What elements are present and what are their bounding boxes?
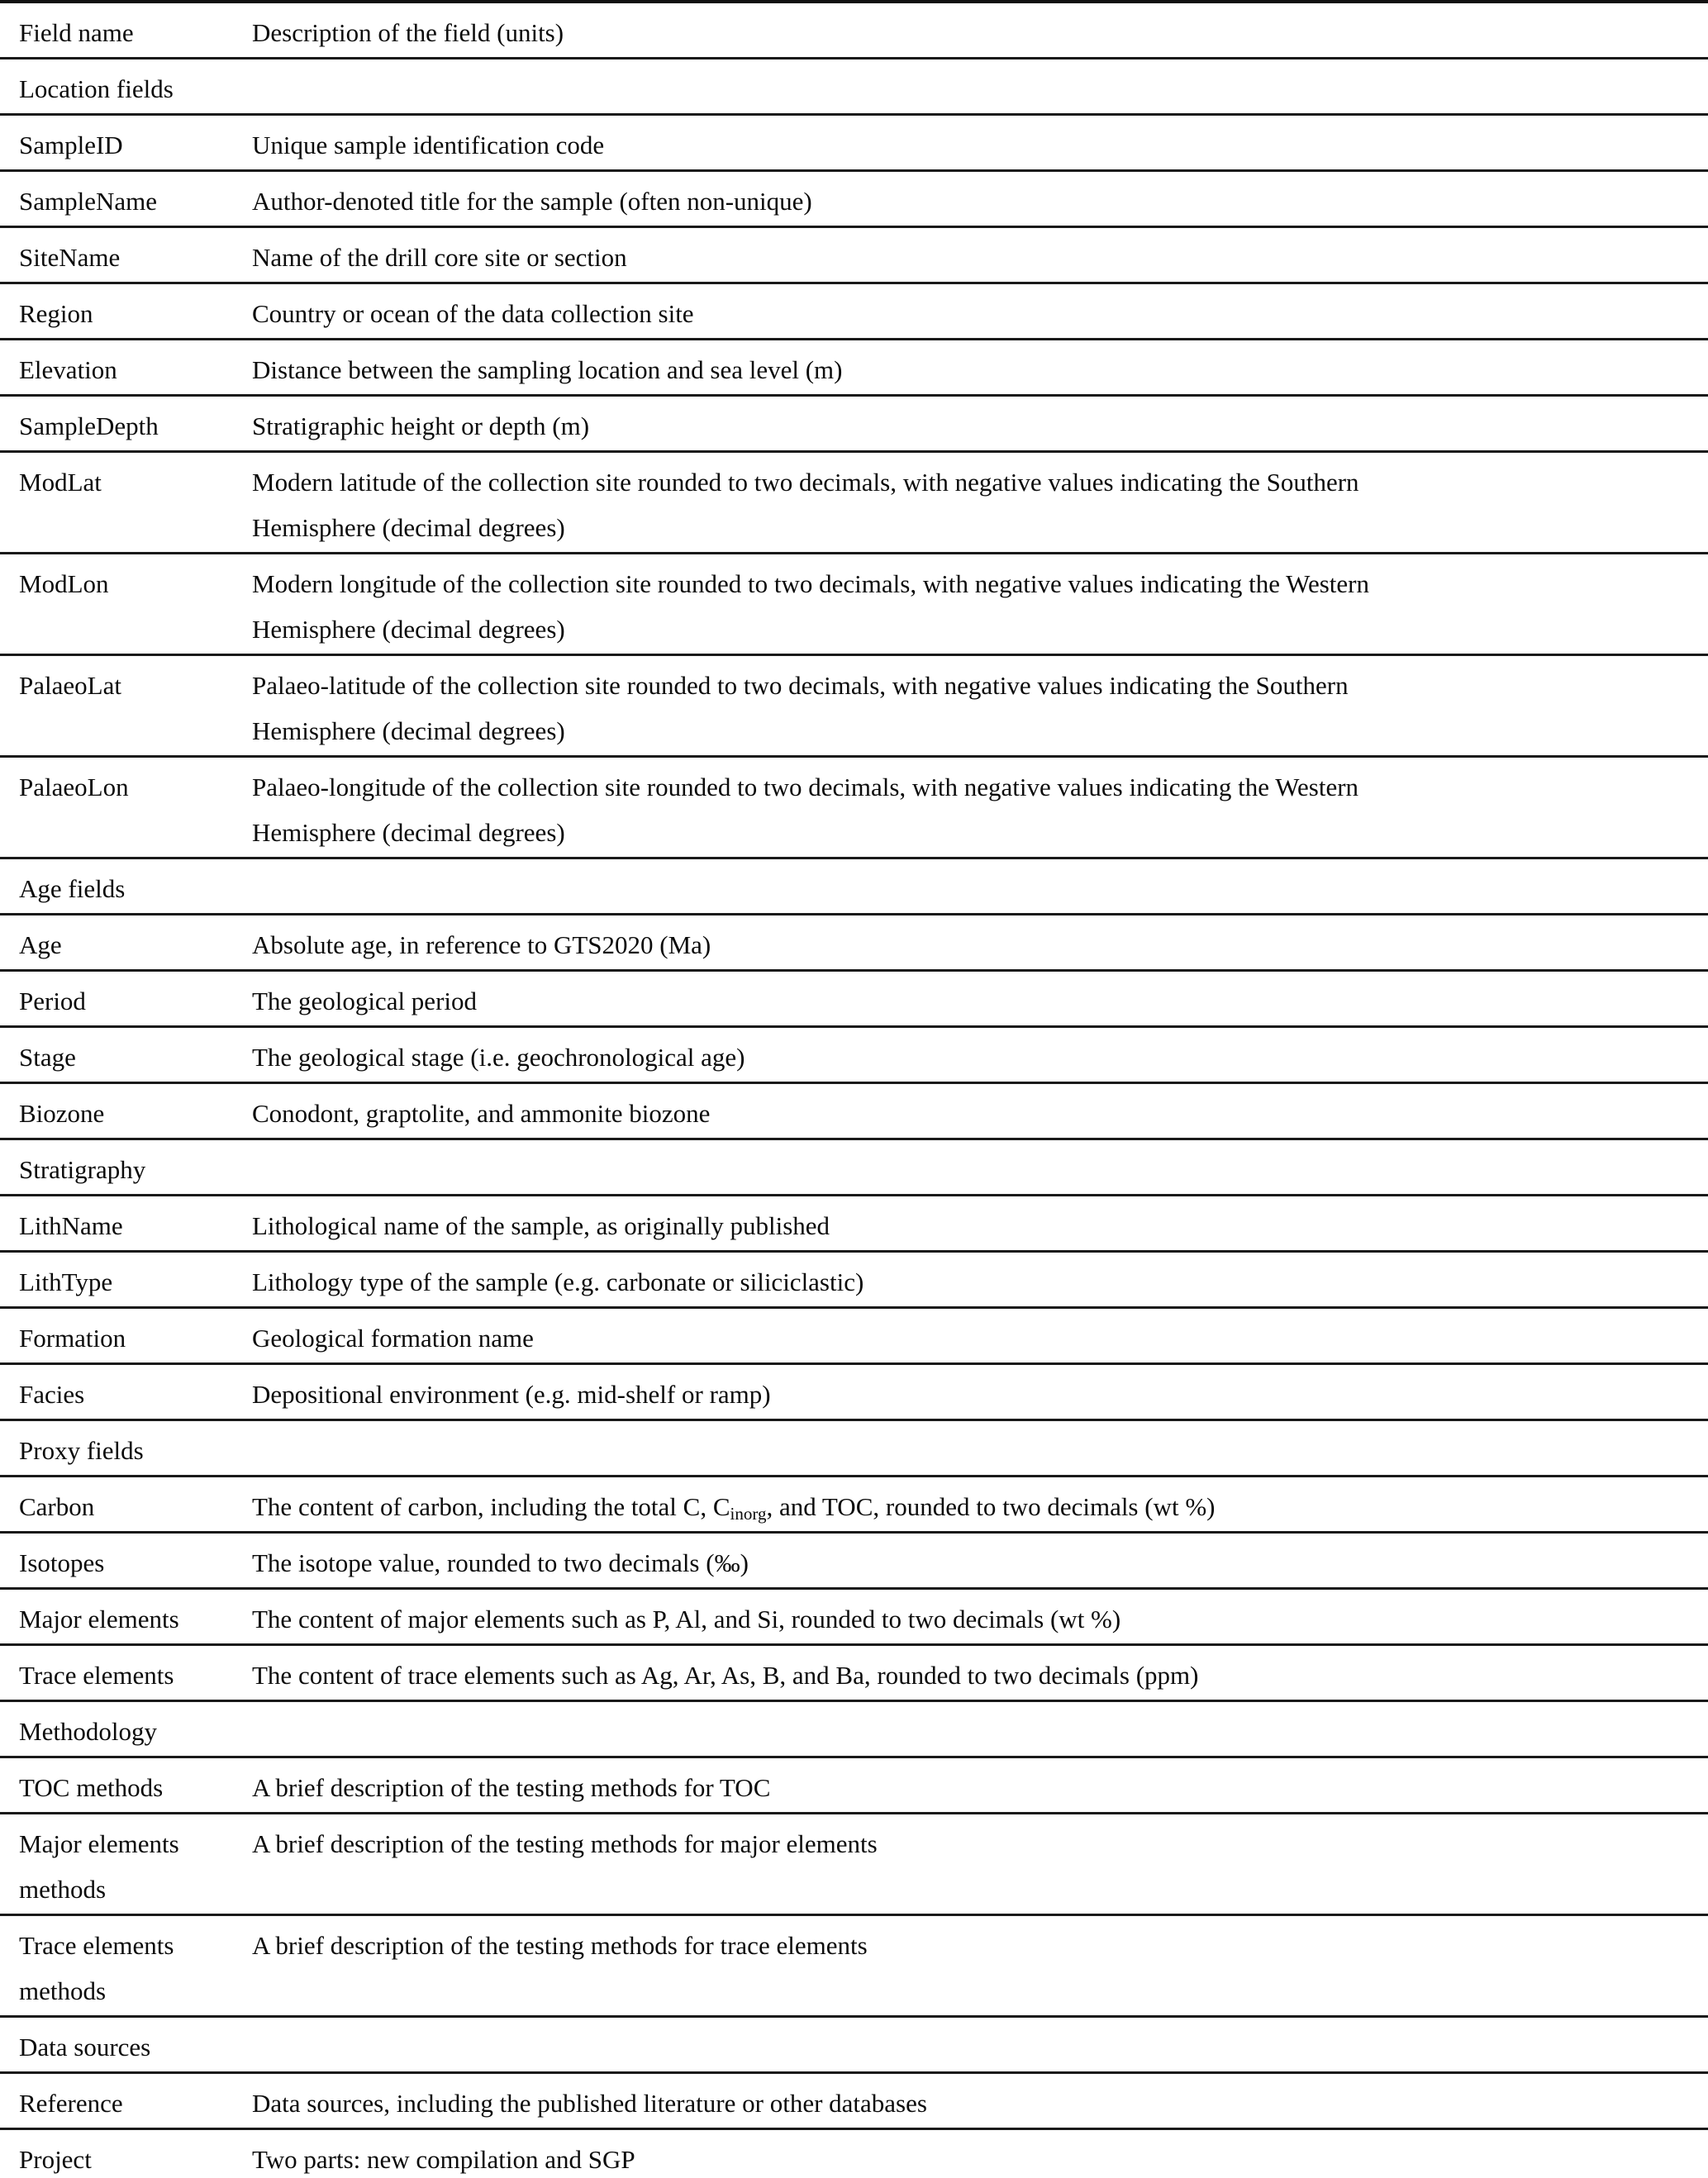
description-cell xyxy=(252,2129,1708,2178)
description-cell xyxy=(252,915,1708,971)
description-cell xyxy=(252,452,1708,554)
field-name-cell: Major elements xyxy=(0,1589,252,1645)
description-cell xyxy=(252,1757,1708,1814)
section-row xyxy=(0,1420,1708,1477)
description-line: Two parts: new compilation and SGP xyxy=(252,2145,635,2174)
description-cell xyxy=(252,1196,1708,1252)
table-header xyxy=(0,2,1708,59)
description-cell xyxy=(252,1364,1708,1420)
description-line: Hemisphere (decimal degrees) xyxy=(252,615,565,644)
field-name-cell: LithName xyxy=(0,1196,252,1252)
field-row xyxy=(0,1645,1708,1701)
description-cell xyxy=(252,1308,1708,1364)
description-cell xyxy=(252,1533,1708,1589)
description-cell xyxy=(252,971,1708,1027)
description-cell xyxy=(252,59,1708,115)
field-name-cell: Reference xyxy=(0,2073,252,2129)
description-line: A brief description of the testing methods for trace elements xyxy=(252,1931,868,1960)
description-line: Name of the drill core site or section xyxy=(252,243,627,272)
description-cell xyxy=(252,227,1708,283)
description-cell xyxy=(252,1083,1708,1139)
section-row xyxy=(0,1139,1708,1196)
field-row xyxy=(0,1196,1708,1252)
header-field-name: Field name xyxy=(19,18,134,47)
field-row xyxy=(0,1814,1708,1915)
description-line: The geological period xyxy=(252,987,478,1015)
description-line: Hemisphere (decimal degrees) xyxy=(252,818,565,847)
description-line: Distance between the sampling location and sea level (m) xyxy=(252,355,843,384)
description-cell xyxy=(252,1420,1708,1477)
field-name-cell: ModLat xyxy=(0,452,252,554)
description-cell xyxy=(252,1814,1708,1915)
description-line: Absolute age, in reference to GTS2020 (Ma) xyxy=(252,930,711,959)
field-row xyxy=(0,655,1708,757)
field-row xyxy=(0,554,1708,655)
field-name-cell: SampleDepth xyxy=(0,396,252,452)
description-line: Modern latitude of the collection site rounded to two decimals, with negative values indicating the Southern xyxy=(252,468,1359,497)
section-row xyxy=(0,59,1708,115)
field-row xyxy=(0,1083,1708,1139)
field-row xyxy=(0,1589,1708,1645)
field-row xyxy=(0,757,1708,858)
field-row xyxy=(0,1027,1708,1083)
field-name-cell: Proxy fields xyxy=(0,1420,252,1477)
description-line: Lithology type of the sample (e.g. carbonate or siliciclastic) xyxy=(252,1267,864,1296)
field-row xyxy=(0,1252,1708,1308)
field-name-cell: Methodology xyxy=(0,1701,252,1757)
field-row xyxy=(0,115,1708,171)
description-line: Hemisphere (decimal degrees) xyxy=(252,513,565,542)
field-name-cell: Isotopes xyxy=(0,1533,252,1589)
description-line: Lithological name of the sample, as originally published xyxy=(252,1211,830,1240)
description-line: Geological formation name xyxy=(252,1324,534,1353)
field-row xyxy=(0,1477,1708,1533)
description-line: Depositional environment (e.g. mid-shelf or ramp) xyxy=(252,1380,771,1409)
field-row xyxy=(0,283,1708,340)
description-cell xyxy=(252,757,1708,858)
description-cell xyxy=(252,115,1708,171)
field-name-cell: Age xyxy=(0,915,252,971)
field-row xyxy=(0,1533,1708,1589)
description-cell xyxy=(252,1589,1708,1645)
field-name-cell: Data sources xyxy=(0,2017,252,2073)
description-cell xyxy=(252,1027,1708,1083)
description-line: The geological stage (i.e. geochronological age) xyxy=(252,1043,745,1072)
description-line: Data sources, including the published literature or other databases xyxy=(252,2089,927,2118)
field-row xyxy=(0,1364,1708,1420)
field-name-cell: Stratigraphy xyxy=(0,1139,252,1196)
description-cell xyxy=(252,283,1708,340)
field-name-cell: Major elements methods xyxy=(0,1814,252,1915)
field-row xyxy=(0,452,1708,554)
subscript-text: inorg xyxy=(730,1504,767,1524)
description-cell xyxy=(252,1915,1708,2017)
field-name-cell: SampleName xyxy=(0,171,252,227)
field-name-cell: Biozone xyxy=(0,1083,252,1139)
field-row xyxy=(0,396,1708,452)
field-row xyxy=(0,227,1708,283)
field-name-cell: Location fields xyxy=(0,59,252,115)
field-name-cell: Region xyxy=(0,283,252,340)
field-name-cell: PalaeoLat xyxy=(0,655,252,757)
description-cell xyxy=(252,858,1708,915)
field-name-cell: LithType xyxy=(0,1252,252,1308)
field-row xyxy=(0,340,1708,396)
section-row xyxy=(0,858,1708,915)
field-name-cell: SiteName xyxy=(0,227,252,283)
description-line: The isotope value, rounded to two decimals (‰) xyxy=(252,1548,749,1577)
description-line: A brief description of the testing methods for TOC xyxy=(252,1773,771,1802)
description-cell xyxy=(252,655,1708,757)
description-cell xyxy=(252,2017,1708,2073)
field-name-cell: Formation xyxy=(0,1308,252,1364)
description-cell xyxy=(252,1477,1708,1533)
section-row xyxy=(0,1701,1708,1757)
field-row xyxy=(0,1308,1708,1364)
field-name-cell: TOC methods xyxy=(0,1757,252,1814)
table-body xyxy=(0,59,1708,2178)
description-cell xyxy=(252,396,1708,452)
description-cell xyxy=(252,340,1708,396)
description-line: Unique sample identification code xyxy=(252,131,605,159)
field-name-cell: ModLon xyxy=(0,554,252,655)
field-row xyxy=(0,971,1708,1027)
section-row xyxy=(0,2017,1708,2073)
field-name-cell: Trace elements xyxy=(0,1645,252,1701)
field-name-cell: Stage xyxy=(0,1027,252,1083)
field-name-cell: Period xyxy=(0,971,252,1027)
description-cell xyxy=(252,2073,1708,2129)
header-row xyxy=(0,2,1708,59)
description-cell xyxy=(252,554,1708,655)
description-line: Hemisphere (decimal degrees) xyxy=(252,716,565,745)
field-name-cell: SampleID xyxy=(0,115,252,171)
field-name-cell: PalaeoLon xyxy=(0,757,252,858)
field-name-cell: Elevation xyxy=(0,340,252,396)
field-name-cell: Age fields xyxy=(0,858,252,915)
description-line: Palaeo-latitude of the collection site rounded to two decimals, with negative values indicating the Southern xyxy=(252,671,1349,700)
description-line: Stratigraphic height or depth (m) xyxy=(252,411,590,440)
description-line: Modern longitude of the collection site rounded to two decimals, with negative values indicating the Western xyxy=(252,569,1369,598)
description-cell xyxy=(252,1645,1708,1701)
description-line: Country or ocean of the data collection site xyxy=(252,299,694,328)
field-row xyxy=(0,1757,1708,1814)
description-line: A brief description of the testing methods for major elements xyxy=(252,1829,878,1858)
field-name-cell: Carbon xyxy=(0,1477,252,1533)
field-name-cell: Trace elements methods xyxy=(0,1915,252,2017)
field-row xyxy=(0,915,1708,971)
description-line: The content of carbon, including the total C, $C_{inorg}$, and TOC, rounded to two decimals (wt %) xyxy=(252,1492,1216,1524)
field-name-cell: Project xyxy=(0,2129,252,2178)
header-description: Description of the field (units) xyxy=(252,18,564,47)
description-cell xyxy=(252,1252,1708,1308)
description-cell xyxy=(252,171,1708,227)
description-line: Conodont, graptolite, and ammonite biozone xyxy=(252,1099,711,1128)
description-line: Author-denoted title for the sample (often non-unique) xyxy=(252,187,812,216)
description-cell xyxy=(252,1139,1708,1196)
field-row xyxy=(0,2073,1708,2129)
description-line: The content of major elements such as P, Al, and Si, rounded to two decimals (wt %) xyxy=(252,1605,1121,1634)
field-row xyxy=(0,171,1708,227)
field-name-cell: Facies xyxy=(0,1364,252,1420)
description-cell xyxy=(252,1701,1708,1757)
field-row xyxy=(0,1915,1708,2017)
description-line: The content of trace elements such as Ag, Ar, As, B, and Ba, rounded to two decimals (ppm) xyxy=(252,1661,1199,1690)
description-line: Palaeo-longitude of the collection site rounded to two decimals, with negative values indicating the Western xyxy=(252,773,1359,801)
field-row xyxy=(0,2129,1708,2178)
